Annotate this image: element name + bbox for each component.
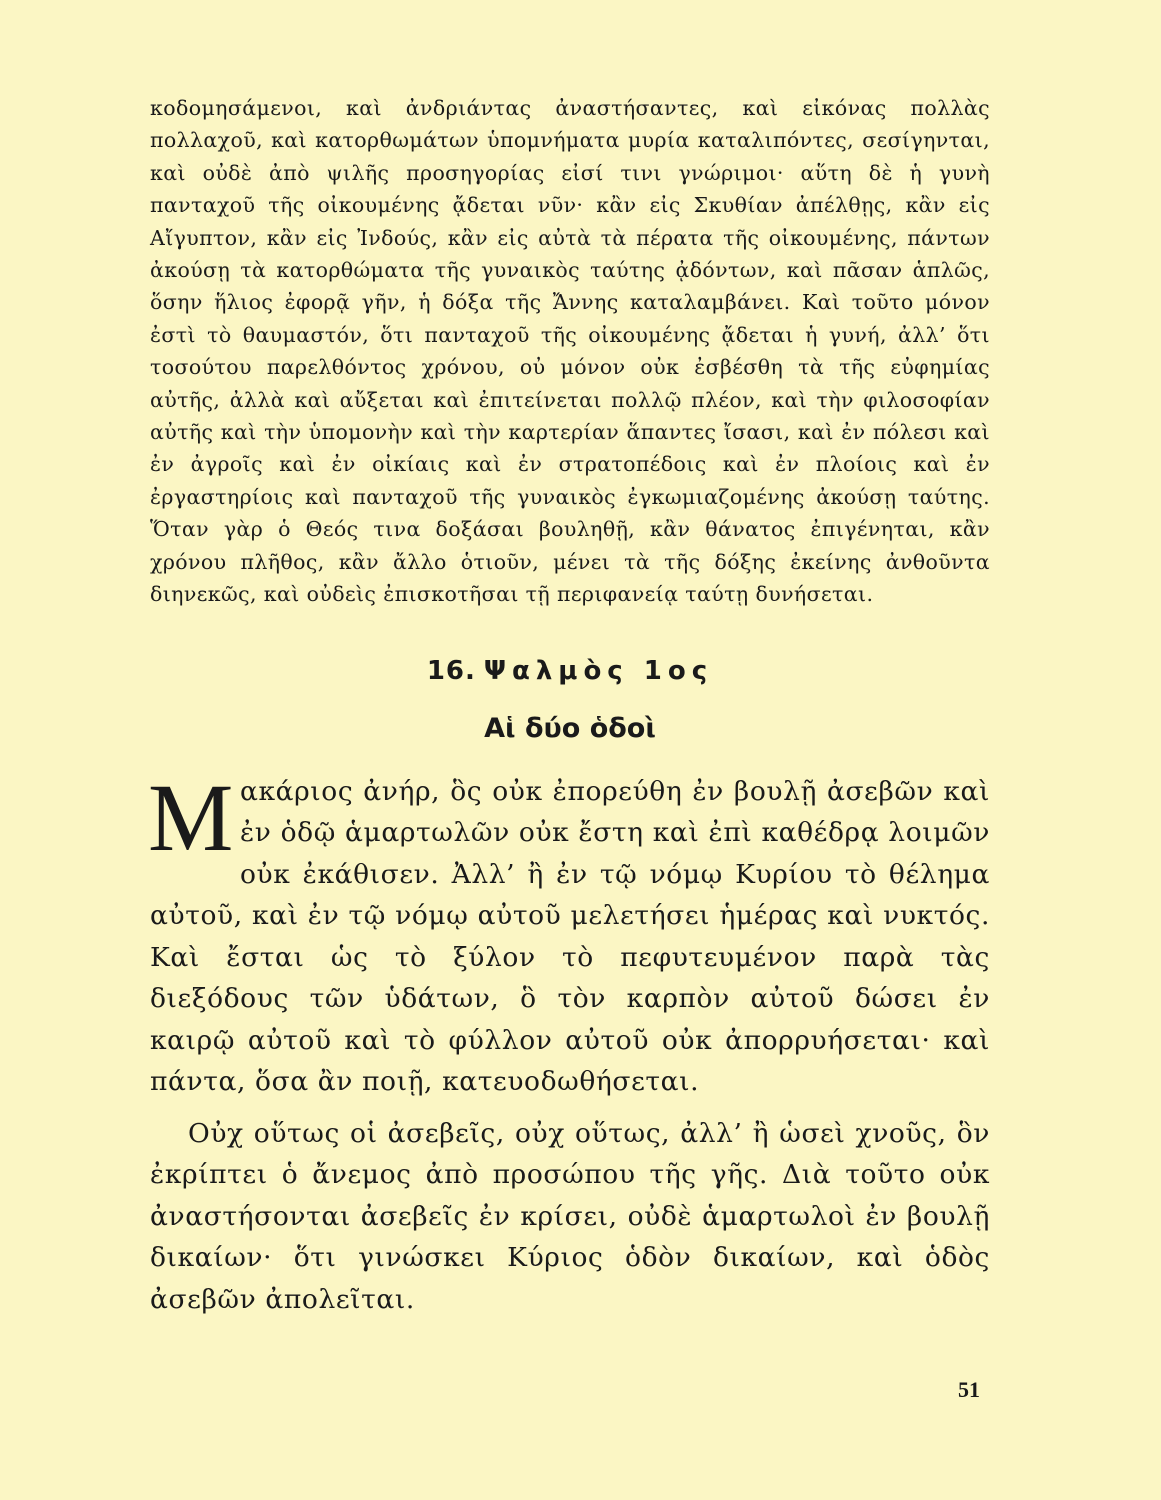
psalm-verse-1-text: ακάριος ἀνήρ, ὃς οὐκ ἐπορεύθη ἐν βουλῇ ἀσεβῶν καὶ ἐν ὁδῷ ἁμαρτωλῶν οὐκ ἔστη καὶ ἐπὶ καθέδρᾳ λοιμῶν οὐκ ἐκάθισεν. Ἀλλ’ ἢ ἐν τῷ νόμῳ Κυρίου τὸ θέλημα αὐτοῦ, καὶ ἐν τῷ νόμῳ αὐτοῦ μελετήσει ἡμέρας καὶ νυκτός. Καὶ ἔσται ὡς τὸ ξύλον τὸ πεφυτευμένον παρὰ τὰς διεξόδους τῶν ὑδάτων, ὃ τὸν καρπὸν αὐτοῦ δώσει ἐν καιρῷ αὐτοῦ καὶ τὸ φύλλον αὐτοῦ οὐκ ἀπορρυήσεται· καὶ πάντα, ὅσα ἂν ποιῇ, κατευοδωθήσεται.	[150, 775, 990, 1097]
psalm-verse-2: Οὐχ οὕτως οἱ ἀσεβεῖς, οὐχ οὕτως, ἀλλ’ ἢ ὡσεὶ χνοῦς, ὃν ἐκρίπτει ὁ ἄνεμος ἀπὸ προσώπου τῆς γῆς. Διὰ τοῦτο οὐκ ἀναστήσονται ἀσεβεῖς ἐν κρίσει, οὐδὲ ἁμαρτωλοὶ ἐν βουλῇ δικαίων· ὅτι γινώσκει Κύριος ὁδὸν δικαίων, καὶ ὁδὸς ἀσεβῶν ἀπολεῖται.	[150, 1117, 990, 1315]
section-subtitle: Αἱ δύο ὁδοὶ	[484, 712, 656, 744]
psalm-verse-1	[148, 763, 990, 1103]
section-title: Ψαλμὸς 1ος	[483, 655, 714, 686]
drop-cap: Μ	[148, 763, 234, 871]
page-number: 51	[958, 1377, 980, 1402]
section-number: 16.	[426, 655, 476, 686]
section-heading	[150, 653, 990, 747]
page-body	[150, 92, 990, 1320]
paragraph-continued: κοδομησάμενοι, καὶ ἀνδριάντας ἀναστήσαντες, καὶ εἰκόνας πολλὰς πολλαχοῦ, καὶ κατορθωμάτων ὑπομνήματα μυρία καταλιπόντες, σεσίγηνται, καὶ οὐδὲ ἀπὸ ψιλῆς προσηγορίας εἰσί τινι γνώριμοι· αὕτη δὲ ἡ γυνὴ πανταχοῦ τῆς οἰκουμένης ᾄδεται νῦν· κἂν εἰς Σκυθίαν ἀπέλθῃς, κἂν εἰς Αἴγυπτον, κἂν εἰς Ἰνδούς, κἂν εἰς αὐτὰ τὰ πέρατα τῆς οἰκουμένης, πάντων ἀκούσῃ τὰ κατορθώματα τῆς γυναικὸς ταύτης ᾀδόντων, καὶ πᾶσαν ἁπλῶς, ὅσην ἥλιος ἐφορᾷ γῆν, ἡ δόξα τῆς Ἄννης καταλαμβάνει. Καὶ τοῦτο μόνον ἐστὶ τὸ θαυμαστόν, ὅτι πανταχοῦ τῆς οἰκουμένης ᾄδεται ἡ γυνή, ἀλλ’ ὅτι τοσούτου παρελθόντος χρόνου, οὐ μόνον οὐκ ἐσβέσθη τὰ τῆς εὐφημίας αὐτῆς, ἀλλὰ καὶ αὔξεται καὶ ἐπιτείνεται πολλῷ πλέον, καὶ τὴν φιλοσοφίαν αὐτῆς καὶ τὴν ὑπομονὴν καὶ τὴν καρτερίαν ἅπαντες ἴσασι, καὶ ἐν πόλεσι καὶ ἐν ἀγροῖς καὶ ἐν οἰκίαις καὶ ἐν στρατοπέδοις καὶ ἐν πλοίοις καὶ ἐν ἐργαστηρίοις καὶ πανταχοῦ τῆς γυναικὸς ἐγκωμιαζομένης ἀκούσῃ ταύτης. Ὅταν γὰρ ὁ Θεός τινα δοξάσαι βουληθῇ, κἂν θάνατος ἐπιγένηται, κἂν χρόνου πλῆθος, κἂν ἄλλο ὁτιοῦν, μένει τὰ τῆς δόξης ἐκείνης ἀνθοῦντα διηνεκῶς, καὶ οὐδεὶς ἐπισκοτῆσαι τῇ περιφανείᾳ ταύτῃ δυνήσεται.	[150, 96, 990, 607]
section-title-line	[150, 653, 990, 689]
